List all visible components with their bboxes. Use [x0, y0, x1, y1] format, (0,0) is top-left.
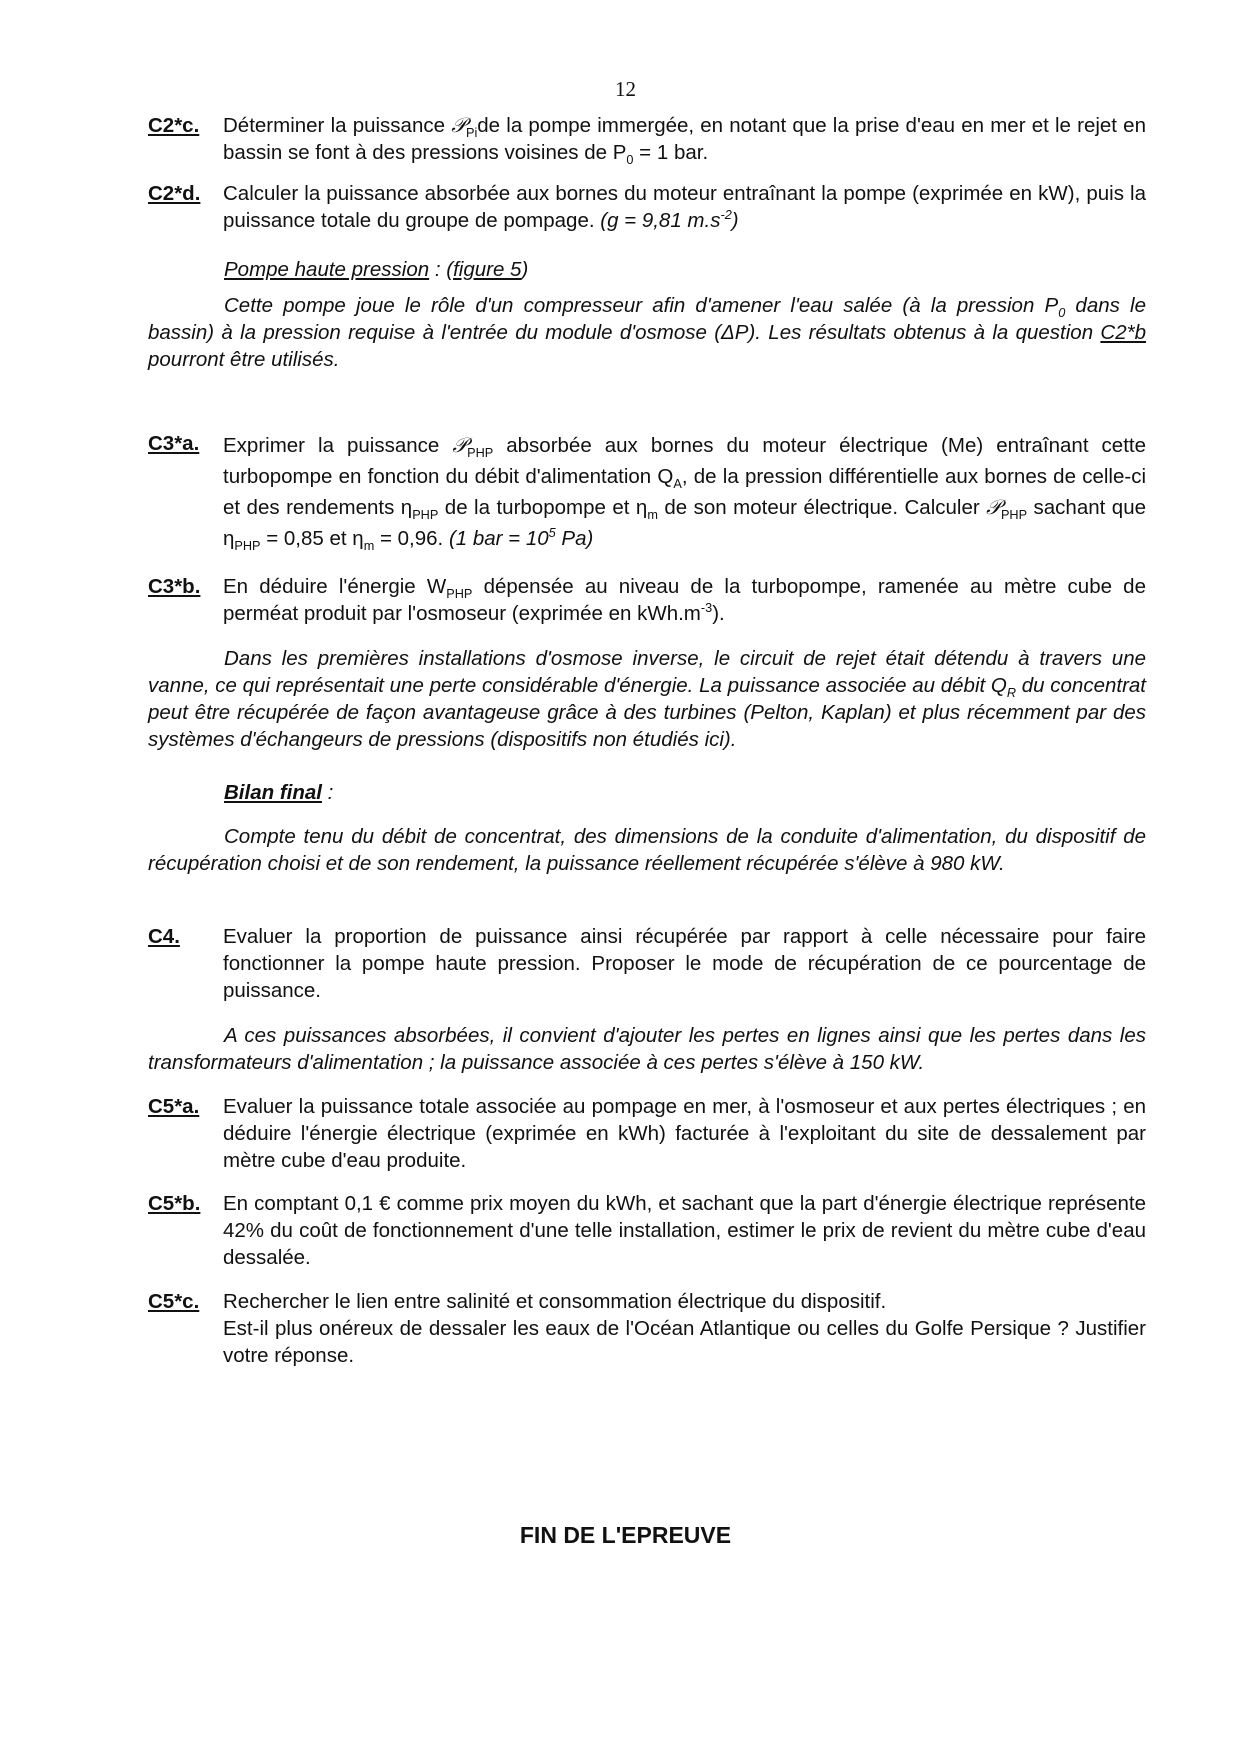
- question-text: Calculer la puissance absorbée aux bornes du moteur entraînant la pompe (exprimée en kW), puis la puissance totale du groupe de pompage. (g = 9,81 $m.s^{-2}$): [223, 182, 1146, 232]
- question-label: C5*b.: [148, 1192, 201, 1215]
- question-c5a: [148, 1093, 1146, 1174]
- section-heading-pump: Pompe haute pression : (figure 5): [224, 258, 529, 281]
- section-heading-bilan: Bilan final :: [224, 781, 334, 804]
- power-symbol: 𝒫: [986, 495, 1001, 519]
- question-text: En déduire l'énergie $W_{PHP}$ dépensée au niveau de la turbopompe, ramenée au mètre cube de perméat produit par l'osmoseur (exprimée en $kWh.m^{-3}$).: [223, 575, 1146, 625]
- losses-paragraph: A ces puissances absorbées, il convient d'ajouter les pertes en lignes ainsi que les pertes dans les transformateurs d'alimentation ; la puissance associée à ces pertes s'élève à 150 kW.: [148, 1024, 1146, 1074]
- question-label: C2*d.: [148, 182, 201, 205]
- question-text: En comptant 0,1 € comme prix moyen du kWh, et sachant que la part d'énergie électrique représente 42% du coût de fonctionnement d'une telle installation, estimer le prix de revient du mètre cube d'eau dessalée.: [223, 1192, 1146, 1269]
- question-c2c: [148, 112, 1146, 166]
- question-text: Evaluer la proportion de puissance ainsi récupérée par rapport à celle nécessaire pour faire fonctionner la pompe haute pression. Proposer le mode de récupération de ce pourcentage de puissance.: [223, 925, 1146, 1002]
- question-text: Exprimer la puissance 𝒫$_{PHP}$ absorbée aux bornes du moteur électrique (Me) entraînant cette turbopompe en fonction du débit d'alimentation $Q_A$, de la pression différentielle aux bornes de celle-ci et des rendements $\eta_{PHP}$ de la turbopompe et $\eta_m$ de son moteur électrique. Calculer 𝒫$_{PHP}$ sachant que $\eta_{PHP} = 0,85$ et $\eta_m = 0,96$. (1 bar = $10^5$ Pa): [223, 433, 1146, 554]
- question-c3a: [148, 430, 1146, 554]
- question-label: C5*a.: [148, 1095, 200, 1118]
- question-c2d: [148, 180, 1146, 234]
- question-c5b: [148, 1190, 1146, 1271]
- recovery-paragraph: Dans les premières installations d'osmose inverse, le circuit de rejet était détendu à travers une vanne, ce qui représentait une perte considérable d'énergie. La puissance associée au débit $Q_R$ du concentrat peut être récupérée de façon avantageuse grâce à des turbines (Pelton, Kaplan) et plus récemment par des systèmes d'échangeurs de pressions (dispositifs non étudiés ici).: [148, 647, 1146, 751]
- end-title: FIN DE L'EPREUVE: [519, 1522, 732, 1548]
- bilan-paragraph: Compte tenu du débit de concentrat, des dimensions de la conduite d'alimentation, du dispositif de récupération choisi et de son rendement, la puissance réellement récupérée s'élève à 980 kW.: [148, 825, 1146, 875]
- question-text: Evaluer la puissance totale associée au pompage en mer, à l'osmoseur et aux pertes électriques ; en déduire l'énergie électrique (exprimée en kWh) facturée à l'exploitant du site de dessalement par mètre cube d'eau produite.: [223, 1095, 1146, 1172]
- question-text: Déterminer la puissance 𝒫$_{Pi}$de la pompe immergée, en notant que la prise d'eau en mer et le rejet en bassin se font à des pressions voisines de $P_0 = 1$ bar.: [223, 113, 1146, 168]
- question-label: C5*c.: [148, 1290, 200, 1313]
- power-symbol: 𝒫: [452, 433, 468, 457]
- question-c5c: [148, 1288, 1146, 1369]
- question-text: Rechercher le lien entre salinité et consommation électrique du dispositif. Est-il plus onéreux de dessaler les eaux de l'Océan Atlantique ou celles du Golfe Persique ? Justifier votre réponse.: [223, 1290, 1146, 1367]
- pump-intro-paragraph: Cette pompe joue le rôle d'un compresseur afin d'amener l'eau salée (à la pression $P_0$ dans le bassin) à la pression requise à l'entrée du module d'osmose (ΔP). Les résultats obtenus à la question C2*b pourront être utilisés.: [148, 294, 1146, 371]
- question-label: C3*a.: [148, 432, 200, 455]
- question-label: C4.: [148, 925, 180, 948]
- page-number: 12: [615, 77, 636, 101]
- question-label: C2*c.: [148, 114, 200, 137]
- question-c3b: [148, 573, 1146, 627]
- question-c4: [148, 923, 1146, 1004]
- power-symbol: 𝒫: [451, 113, 466, 137]
- question-label: C3*b.: [148, 575, 201, 598]
